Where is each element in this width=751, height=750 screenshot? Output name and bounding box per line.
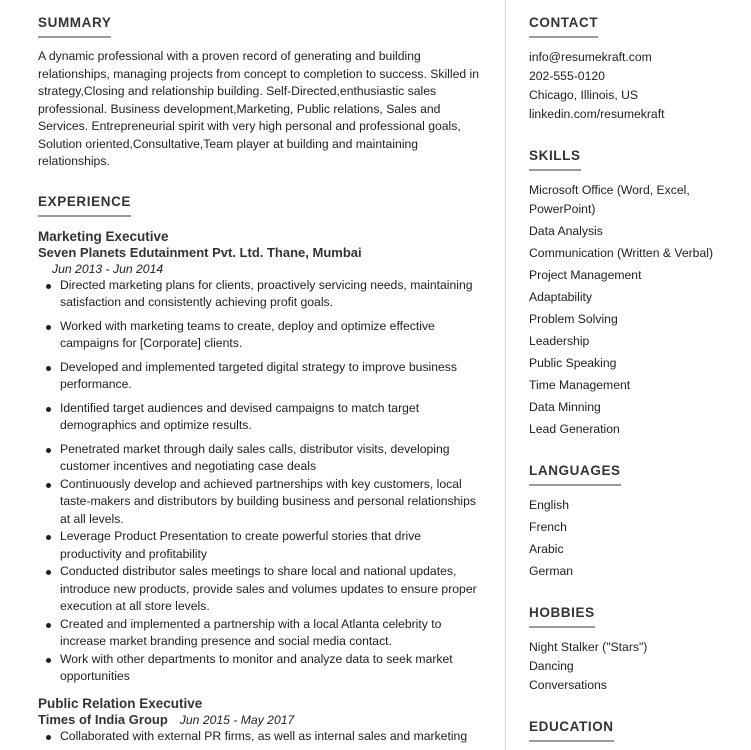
bullet-text: Penetrated market through daily sales calls, distributor visits, developing customer incentives and negotiating case deals [60, 441, 450, 473]
job-entry [38, 229, 483, 686]
contact-phone: 202-555-0120 [529, 69, 605, 83]
languages-section [529, 462, 734, 581]
bullet-text: Continuously develop and achieved partnerships with key customers, local taste-makers and distributors by building business and personal relationships at all levels. [60, 476, 476, 526]
bullet-item [38, 400, 483, 435]
hobbies-list [529, 638, 734, 695]
skill-item: Leadership [529, 334, 590, 348]
job-bullets [38, 277, 483, 686]
main-column [38, 14, 483, 745]
summary-text: A dynamic professional with a proven record of generating and building relationships, managing projects from concept to completion to success. Skilled in strategy,Closing and relationship building. Self-Directed,enthusiastic sales professional. Business development,Marketing, Public relations, Sales and Services. Entrepreneurial spirit with very high personal and professional goals, Solution oriented,Consultative,Team player at building and maintaining relationships. [38, 49, 479, 168]
bullet-item [38, 277, 483, 312]
job-company: Times of India Group [38, 711, 168, 727]
bullet-text: Created and implemented a partnership with a local Atlanta celebrity to increase market branding presence and social media contact. [60, 616, 442, 648]
education-heading: EDUCATION [529, 719, 614, 742]
contact-list [529, 48, 734, 124]
language-item: English [529, 498, 569, 512]
language-item: German [529, 564, 574, 578]
bullet-item [38, 318, 483, 353]
bullet-text: Leverage Product Presentation to create powerful stories that drive productivity and profitability [60, 529, 422, 561]
contact-location: Chicago, Illinois, US [529, 88, 639, 102]
education-section [529, 718, 734, 750]
bullet-item [38, 563, 483, 616]
job-company: Seven Planets Edutainment Pvt. Ltd. Thane, Mumbai [38, 244, 362, 260]
skill-item: Adaptability [529, 290, 593, 304]
bullet-dot-icon [46, 407, 51, 412]
bullet-text: Work with other departments to monitor and analyze data to seek market opportunities [60, 651, 453, 683]
job-dates: Jun 2015 - May 2017 [179, 712, 295, 727]
side-column [529, 14, 734, 750]
job-company-line [38, 712, 483, 728]
job-title: Public Relation Executive [38, 695, 203, 711]
bullet-dot-icon [46, 284, 51, 289]
skill-item: Problem Solving [529, 312, 618, 326]
hobbies-section [529, 604, 734, 695]
job-bullets [38, 728, 483, 746]
bullet-dot-icon [46, 535, 51, 540]
experience-section [38, 193, 483, 746]
skill-item: Data Minning [529, 400, 601, 414]
bullet-item [38, 441, 483, 476]
summary-section [38, 14, 483, 171]
bullet-text: Developed and implemented targeted digital strategy to improve business performance. [60, 359, 457, 391]
experience-heading: EXPERIENCE [38, 194, 131, 217]
hobbies-heading: HOBBIES [529, 605, 595, 628]
skill-item: Data Analysis [529, 224, 603, 238]
language-item: Arabic [529, 542, 564, 556]
job-dates: Jun 2013 - Jun 2014 [52, 261, 164, 276]
job-entry [38, 696, 483, 746]
bullet-item [38, 728, 483, 746]
bullet-text: Conducted distributor sales meetings to share local and national updates, introduce new products, provide sales and volumes updates to ensure proper execution at all store levels. [60, 564, 477, 613]
hobby-item: Conversations [529, 678, 607, 692]
bullet-text: Identified target audiences and devised campaigns to match target demographics and optimize results. [60, 400, 420, 432]
contact-linkedin[interactable]: linkedin.com/resumekraft [529, 107, 665, 121]
bullet-dot-icon [46, 735, 51, 740]
bullet-text: Worked with marketing teams to create, deploy and optimize effective campaigns for [Corporate] clients. [60, 318, 435, 350]
bullet-dot-icon [46, 623, 51, 628]
skill-item: Project Management [529, 268, 642, 282]
bullet-item [38, 476, 483, 529]
bullet-dot-icon [46, 570, 51, 575]
skill-item: Microsoft Office (Word, Excel, PowerPoint) [529, 183, 690, 216]
skills-list [529, 181, 734, 439]
bullet-dot-icon [46, 325, 51, 330]
contact-email[interactable]: info@resumekraft.com [529, 50, 652, 64]
bullet-item [38, 528, 483, 563]
bullet-text: Collaborated with external PR firms, as well as internal sales and marketing [60, 728, 468, 743]
job-title: Marketing Executive [38, 228, 169, 244]
skill-item: Communication (Written & Verbal) [529, 246, 714, 260]
summary-heading: SUMMARY [38, 15, 111, 38]
contact-section [529, 14, 734, 124]
bullet-dot-icon [46, 366, 51, 371]
bullet-item [38, 616, 483, 651]
languages-heading: LANGUAGES [529, 463, 621, 486]
hobby-item: Dancing [529, 659, 574, 673]
contact-heading: CONTACT [529, 15, 598, 38]
bullet-text: Directed marketing plans for clients, proactively servicing needs, maintaining satisfaction and consistently achieving profit goals. [60, 277, 473, 309]
bullet-item [38, 651, 483, 686]
column-divider [505, 0, 506, 750]
skills-section [529, 147, 734, 439]
hobby-item: Night Stalker ("Stars") [529, 640, 648, 654]
bullet-item [38, 359, 483, 394]
language-item: French [529, 520, 567, 534]
skill-item: Public Speaking [529, 356, 617, 370]
bullet-dot-icon [46, 448, 51, 453]
bullet-dot-icon [46, 483, 51, 488]
languages-list [529, 496, 734, 581]
skills-heading: SKILLS [529, 148, 581, 171]
skill-item: Lead Generation [529, 422, 620, 436]
skill-item: Time Management [529, 378, 631, 392]
bullet-dot-icon [46, 658, 51, 663]
